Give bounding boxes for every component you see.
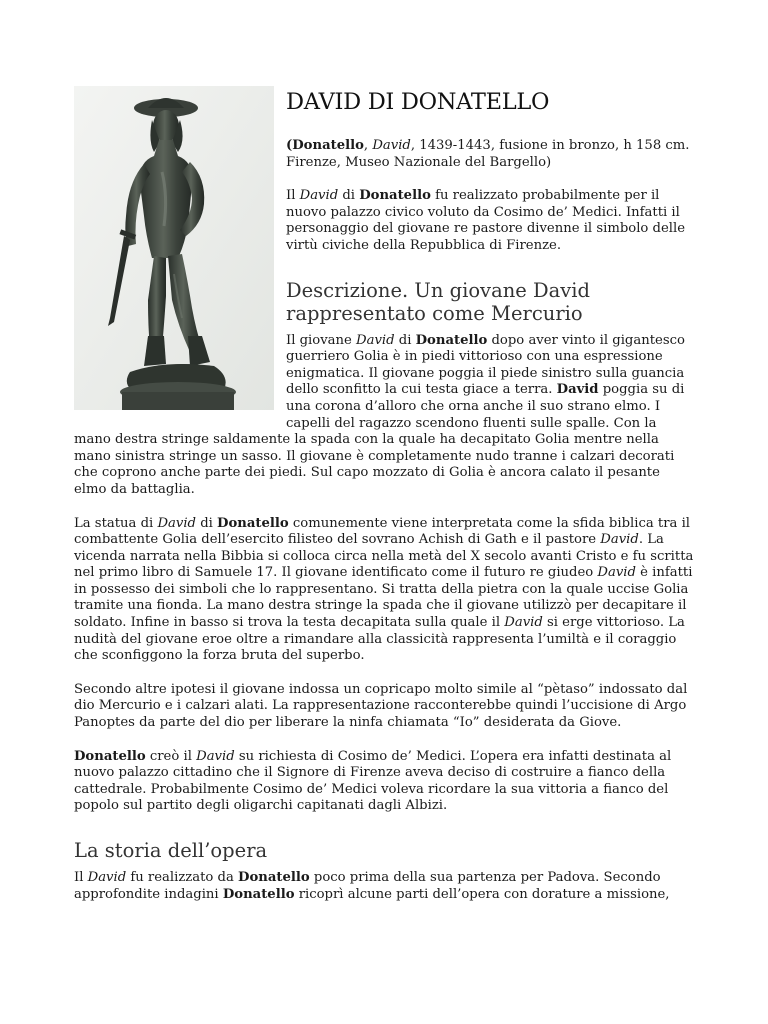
- text-run: La statua di: [74, 515, 158, 531]
- text-run-italic: David: [504, 615, 543, 631]
- text-run-italic: David: [597, 565, 636, 581]
- article-body: [74, 86, 694, 920]
- text-run-bold: Donatello: [359, 188, 431, 204]
- section-heading-description: Descrizione. Un giovane David rappresentato come Mercurio: [286, 278, 590, 325]
- image-float-spacer: [74, 86, 286, 428]
- text-run-bold: Donatello: [222, 886, 295, 902]
- caption-open: (: [286, 138, 293, 153]
- text-run: comunemente viene interpretata come la sfida biblica tra il combattente Golia dell’esercito filisteo del sovrano Achish di Gath e il pastore: [74, 515, 691, 548]
- text-run: fu realizzato da: [126, 870, 239, 885]
- description-paragraph-2: [74, 516, 694, 665]
- text-run: . La vicenda narrata nella Bibbia si colloca circa nella metà del X secolo avanti Cristo e fu scritta nel primo libro di Samuele 17. Il giovane identificato come il futuro re giudeo: [74, 532, 694, 581]
- text-run-italic: David: [87, 870, 127, 885]
- text-run-bold: David: [556, 382, 599, 398]
- text-run: Il: [286, 188, 300, 204]
- caption-work: David: [372, 138, 411, 153]
- text-run: poggia su di una corona d’alloro che orna anche il suo strano elmo. I capelli del ragazzo scendono fluenti sulle spalle. Con la mano destra stringe saldamente la spada con la quale ha decapitato Golia mentre nella mano sinistra stringe un sasso. Il giovane è completamente nudo tranne i calzari decorati che coprono anche parte dei piedi. Sul capo mozzato di Golia è ancora calato il pesante elmo da battaglia.: [74, 382, 685, 497]
- text-run-bold: Donatello: [217, 515, 289, 531]
- text-run-italic: David: [157, 515, 196, 531]
- text-run: su richiesta di Cosimo de’ Medici. L’opera era infatti destinata al nuovo palazzo cittadino che il Signore di Firenze aveva deciso di costruire a fianco della cattedrale. Probabilmente Cosimo de’ Medici voleva ricordare la sua vittoria a fianco del popolo sul partito degli oligarchi capitanati dagli Albizi.: [74, 748, 672, 814]
- text-run: è infatti in possesso dei simboli che lo rappresentano. Si tratta della pietra con la quale uccise Golia tramite una fionda. La mano destra stringe la spada che il giovane utilizzò per decapitare il soldato. Infine in basso si trova la testa decapitata sulla quale il: [74, 565, 693, 631]
- page-title: DAVID DI DONATELLO: [286, 89, 550, 115]
- text-run: poco prima della sua partenza per Padova. Secondo approfondite indagini: [74, 870, 661, 902]
- text-run-bold: Donatello: [74, 748, 146, 764]
- text-run: Il: [74, 870, 88, 885]
- text-run: di: [196, 515, 218, 531]
- text-run: creò il: [145, 748, 197, 764]
- text-run-italic: David: [299, 188, 339, 204]
- text-run: dopo aver vinto il gigantesco guerriero Golia è in piedi vittorioso con una espressione enigmatica. Il giovane poggia il piede sinistro sulla guancia dello sconfitto la cui testa giace a terra.: [286, 332, 685, 398]
- text-run-italic: David: [196, 748, 235, 764]
- description-paragraph-4: [74, 749, 694, 815]
- text-run: fu realizzato probabilmente per il nuovo palazzo civico voluto da Cosimo de’ Medici. Infatti il personaggio del giovane re pastore divenne il simbolo delle virtù civiche della Repubblica di Firenze.: [286, 188, 686, 253]
- caption-rest: , 1439-1443, fusione in bronzo, h 158 cm. Firenze, Museo Nazionale del Bargello): [286, 138, 690, 170]
- section-heading-history: La storia dell’opera: [74, 839, 268, 862]
- text-run-italic: David: [600, 532, 639, 548]
- text-run: di: [394, 332, 416, 348]
- caption-sep: ,: [363, 138, 373, 153]
- text-run: si erge vittorioso. La nudità del giovane eroe oltre a rimandare alla classicità rappresenta l’umiltà e il coraggio che sconfiggono la forza bruta del superbo.: [74, 615, 685, 664]
- caption-artist: Donatello: [292, 138, 364, 153]
- text-run: ricoprì alcune parti dell’opera con dorature a missione,: [294, 886, 670, 902]
- text-run: Il giovane: [286, 332, 357, 348]
- text-run-bold: Donatello: [238, 870, 310, 885]
- text-run-italic: David: [356, 332, 395, 348]
- text-run: di: [338, 188, 360, 204]
- history-paragraph-1: [74, 870, 694, 903]
- text-run-bold: Donatello: [415, 332, 488, 348]
- description-paragraph-3: Secondo altre ipotesi il giovane indossa un copricapo molto simile al “pètaso” indossato dal dio Mercurio e i calzari alati. La rappresentazione racconterebbe quindi l’uccisione di Argo Panoptes da parte del dio per liberare la ninfa chiamata “Io” desiderata da Giove.: [74, 681, 688, 731]
